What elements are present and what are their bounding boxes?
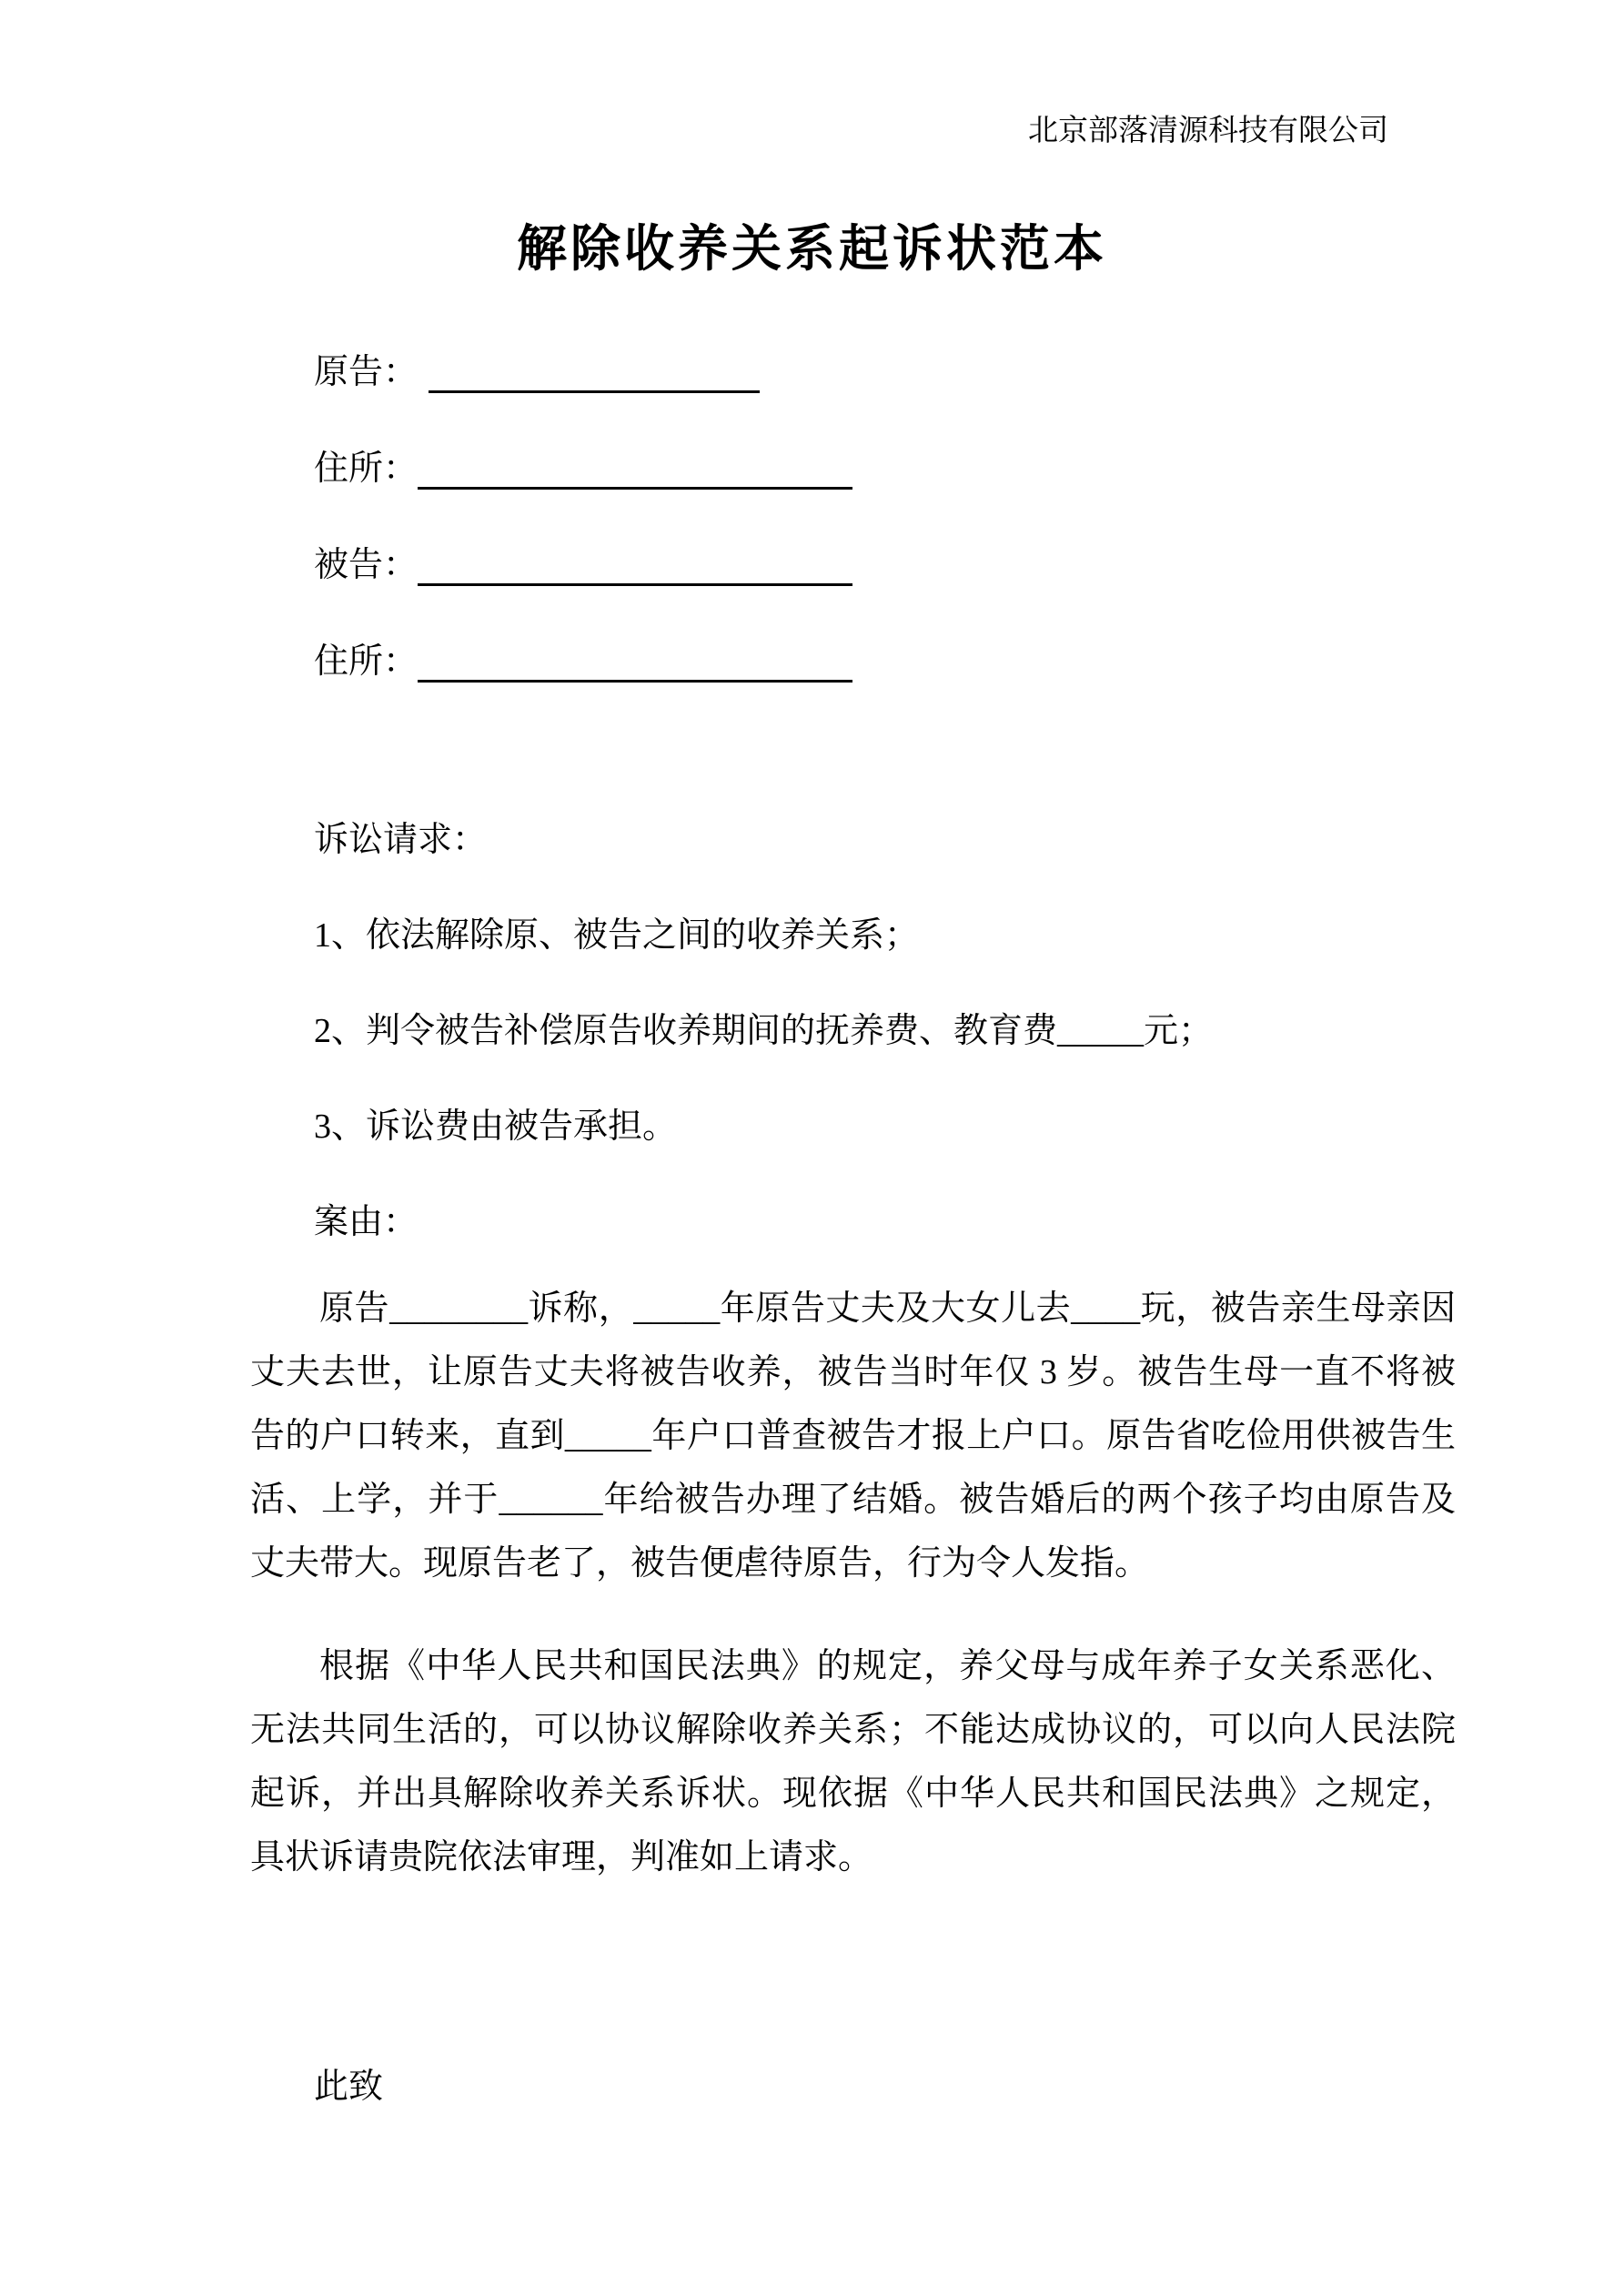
claim-item-2: 2、判令被告补偿原告收养期间的抚养费、教育费_____元； [314, 1012, 1214, 1050]
company-name: 北京部落清源科技有限公司 [1028, 115, 1388, 147]
cause-heading: 案由： [314, 1203, 419, 1241]
claim-item-3: 3、诉讼费由被告承担。 [314, 1108, 678, 1146]
statement-paragraph-1: 原告________诉称，_____年原告丈夫及大女儿去____玩，被告亲生母亲因丈夫去世，让原告丈夫将被告收养，被告当时年仅 3 岁。被告生母一直不将被告的户口转来，直到_____年户口普查被告才报上户口。原告省吃俭用供被告生活、上学，并于______年给被告办理了结婚。被告婚后的两个孩子均由原告及丈夫带大。现原告老了，被告便虐待原告，行为令人发指。 [250, 1290, 1456, 1583]
plaintiff-row [314, 350, 1624, 447]
closing-line: 此致 [314, 2068, 384, 2106]
defendant-name-blank[interactable] [418, 543, 852, 586]
defendant-row [314, 543, 1624, 640]
plaintiff-address-blank[interactable] [418, 447, 852, 490]
claims-heading: 诉讼请求： [314, 821, 488, 859]
plaintiff-address-row [314, 447, 1624, 543]
plaintiff-name-blank[interactable] [429, 350, 760, 393]
defendant-address-blank[interactable] [418, 640, 852, 683]
defendant-address-label: 住所： [314, 642, 419, 681]
defendant-address-row [314, 640, 1624, 736]
defendant-label: 被告： [314, 546, 419, 584]
party-fields [314, 350, 1624, 736]
plaintiff-address-label: 住所： [314, 450, 419, 488]
claim-item-1: 1、依法解除原、被告之间的收养关系； [314, 916, 920, 955]
plaintiff-label: 原告： [314, 353, 419, 391]
document-title: 解除收养关系起诉状范本 [516, 221, 1107, 277]
statement-paragraph-2: 根据《中华人民共和国民法典》的规定，养父母与成年养子女关系恶化、无法共同生活的，可以协议解除收养关系；不能达成协议的，可以向人民法院起诉，并出具解除收养关系诉状。现依据《中华人民共和国民法典》之规定，具状诉请贵院依法审理，判准如上请求。 [250, 1647, 1456, 1876]
